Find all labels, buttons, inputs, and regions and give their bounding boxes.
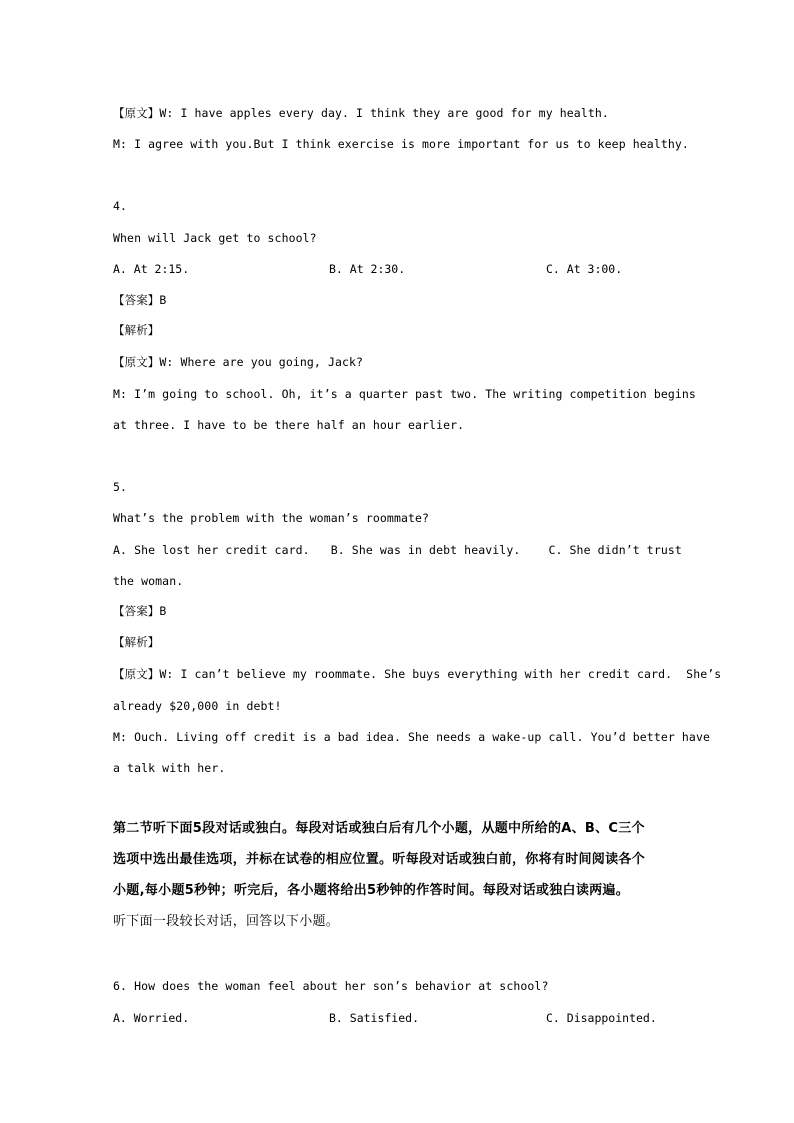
q5-question: What’s the problem with the woman’s roommate? (113, 511, 430, 525)
q3-transcript-line-1: 【原文】W: I have apples every day. I think they are good for my health. (113, 106, 609, 120)
q5-options-line-2: the woman. (113, 574, 184, 588)
q5-answer: 【答案】B (113, 604, 167, 618)
q3-transcript-line-2: M: I agree with you.But I think exercise is more important for us to keep healthy. (113, 137, 689, 151)
q5-transcript-line-4: a talk with her. (113, 761, 226, 775)
q5-number: 5. (113, 480, 128, 494)
q4-answer: 【答案】B (113, 293, 167, 307)
q5-transcript-line-2: already $20,000 in debt! (113, 699, 282, 713)
q4-analysis: 【解析】 (113, 323, 160, 337)
q5-transcript-line-3: M: Ouch. Living off credit is a bad idea. She needs a wake-up call. You’d better have (113, 730, 711, 744)
section2-instruction-line-3: 小题,每小题5秒钟；听完后，各小题将给出5秒钟的作答时间。每段对话或独白读两遍。 (113, 883, 630, 898)
q4-transcript-line-2: M: I’m going to school. Oh, it’s a quarter past two. The writing competition begins (113, 387, 696, 401)
q4-question: When will Jack get to school? (113, 231, 317, 245)
q5-transcript-line-1: 【原文】W: I can’t believe my roommate. She buys everything with her credit card. She’s (113, 667, 722, 681)
q4-number: 4. (113, 199, 128, 213)
section2-instruction-line-1: 第二节听下面5段对话或独白。每段对话或独白后有几个小题，从题中所给的A、B、C三个 (113, 821, 645, 836)
q4-transcript-line-3: at three. I have to be there half an hour earlier. (113, 418, 465, 432)
q5-options-line-1: A. She lost her credit card. B. She was in debt heavily. C. She didn’t trust (113, 543, 682, 557)
q4-option-a: A. At 2:15. (113, 262, 190, 276)
q6-question: 6. How does the woman feel about her son’s behavior at school? (113, 979, 549, 993)
q6-option-c: C. Disappointed. (546, 1011, 657, 1025)
q6-option-a: A. Worried. (113, 1011, 190, 1025)
q6-option-b: B. Satisfied. (329, 1011, 420, 1025)
q5-analysis: 【解析】 (113, 635, 160, 649)
q4-option-b: B. At 2:30. (329, 262, 406, 276)
q4-transcript-line-1: 【原文】W: Where are you going, Jack? (113, 355, 364, 369)
q4-option-c: C. At 3:00. (546, 262, 623, 276)
section2-note: 听下面一段较长对话，回答以下小题。 (113, 914, 340, 929)
section2-instruction-line-2: 选项中选出最佳选项，并标在试卷的相应位置。听每段对话或独白前，你将有时间阅读各个 (113, 852, 646, 867)
